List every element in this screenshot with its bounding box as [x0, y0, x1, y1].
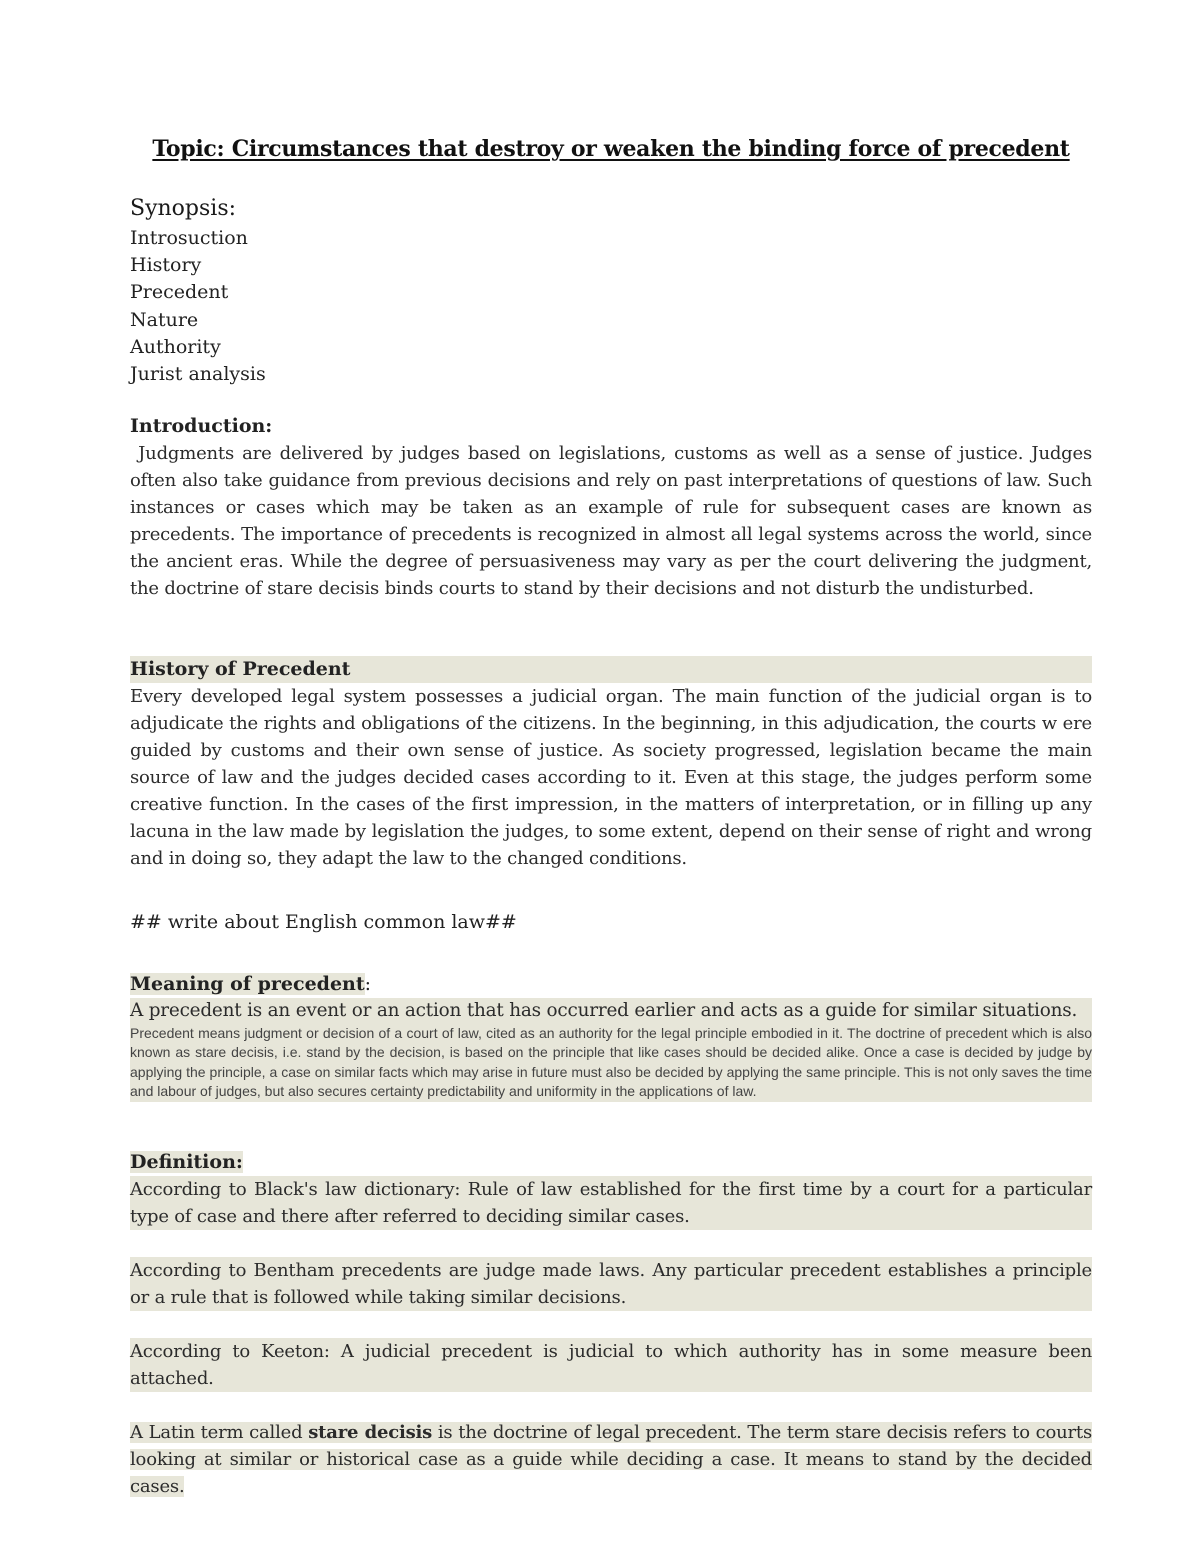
list-item: Nature — [130, 308, 199, 331]
history-heading: History of Precedent — [130, 656, 1092, 683]
meaning-heading-colon: : — [364, 973, 372, 995]
meaning-paragraph: Precedent means judgment or decision of a court of law, cited as an authority for the legal principle embodied in it. The doctrine of precedent which is also known as stare decisis, i.e. stand by the decision, is based on the principle that like cases should be decided alike. Once a case is decided by judge by applying the principle, a case on similar facts which may arise in future must also be decided by applying the same principle. This is not only saves the time and labour of judges, but also secures certainty predictability and uniformity in the applications of law. — [130, 1024, 1092, 1102]
history-paragraph: Every developed legal system possesses a judicial organ. The main function of the judicial organ is to adjudicate the rights and obligations of the citizens. In the beginning, in this adjudication, the courts w ere guided by customs and their own sense of justice. As society progressed, legislation became the main source of law and the judges decided cases according to it. Even at this stage, the judges perform some creative function. In the cases of the first impression, in the matters of interpretation, or in filling up any lacuna in the law made by legislation the judges, to some extent, depend on their sense of right and wrong and in doing so, they adapt the law to the changed conditions. — [130, 686, 1092, 869]
definition-keeton-block — [130, 1338, 1092, 1392]
latin-term-bold: stare decisis — [308, 1422, 433, 1443]
introduction-paragraph: Judgments are delivered by judges based on legislations, customs as well as a sense of justice. Judges often also take guidance from previous decisions and rely on past interpretations of questions of law. Such instances or cases which may be taken as an example of rule for subsequent cases are known as precedents. The importance of precedents is recognized in almost all legal systems across the world, since the ancient eras. While the degree of persuasiveness may vary as per the court delivering the judgment, the doctrine of stare decisis binds courts to stand by their decisions and not disturb the undisturbed. — [130, 443, 1098, 599]
meaning-lead: A precedent is an event or an action that has occurred earlier and acts as a guide for similar situations. — [130, 998, 1092, 1024]
definition-blacks: According to Black's law dictionary: Rule of law established for the first time by a court for a particular type of case and there after referred to deciding similar cases. — [130, 1176, 1092, 1230]
list-item: Introsuction — [130, 227, 248, 249]
definition-bentham-block — [130, 1257, 1092, 1311]
page-title: Topic: Circumstances that destroy or weaken the binding force of precedent — [152, 136, 1070, 162]
list-item: Authority — [130, 335, 221, 358]
synopsis-list — [130, 225, 266, 388]
introduction-heading: Introduction: — [130, 415, 273, 437]
meaning-section — [130, 971, 1092, 1102]
history-section — [130, 656, 1092, 872]
introduction-section — [130, 413, 1098, 602]
latin-text-after: is the doctrine of legal precedent. The term stare decisis refers to courts looking at similar or historical case as a guide while deciding a case. It means to stand by the decided cases. — [130, 1422, 1092, 1497]
definition-bentham: According to Bentham precedents are judge made laws. Any particular precedent establishes a principle or a rule that is followed while taking similar decisions. — [130, 1257, 1092, 1311]
list-item: History — [130, 254, 202, 277]
note-line: ## write about English common law## — [130, 911, 517, 933]
latin-text-before: A Latin term called — [130, 1422, 309, 1443]
list-item: Jurist analysis — [130, 363, 266, 386]
meaning-heading: Meaning of precedent — [130, 973, 365, 995]
definition-keeton: According to Keeton: A judicial precedent is judicial to which authority has in some measure been attached. — [130, 1338, 1092, 1392]
definition-heading: Definition: — [130, 1151, 243, 1173]
definition-section — [130, 1149, 1092, 1230]
synopsis-heading: Synopsis: — [130, 196, 237, 221]
latin-term-block — [130, 1419, 1092, 1500]
list-item: Precedent — [130, 281, 229, 304]
